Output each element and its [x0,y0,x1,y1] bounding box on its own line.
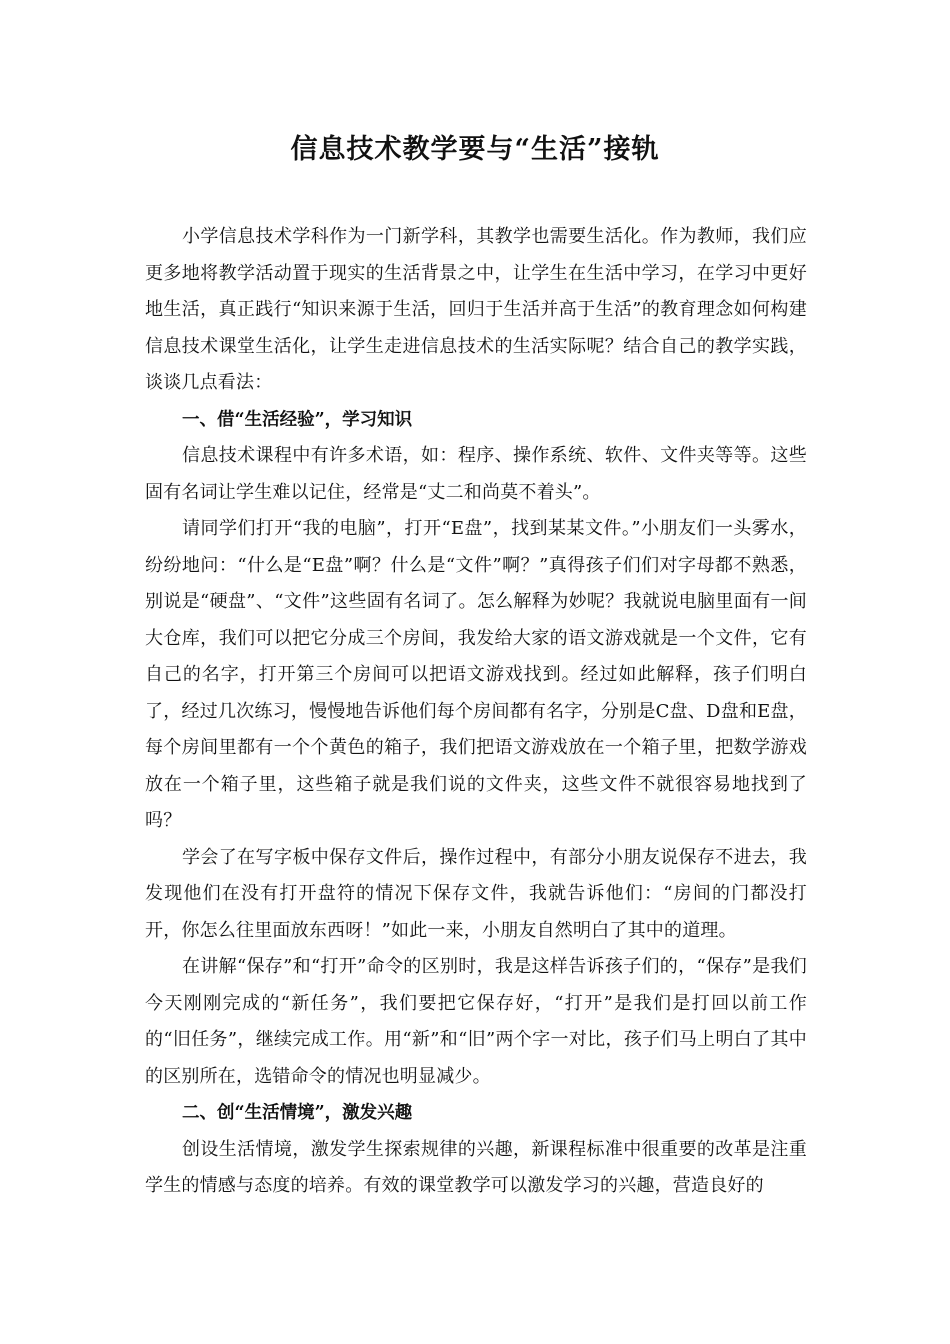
section-1-paragraph-2: 请同学们打开“我的电脑”，打开“E盘”，找到某某文件。”小朋友们一头雾水，纷纷地问：“什么是“E盘”啊？什么是“文件”啊？”真得孩子们们对字母都不熟悉，别说是“硬盘”、“文件”这些固有名词了。怎么解释为妙呢？我就说电脑里面有一间大仓库，我们可以把它分成三个房间，我发给大家的语文游戏就是一个文件，它有自己的名字，打开第三个房间可以把语文游戏找到。经过如此解释，孩子们明白了，经过几次练习，慢慢地告诉他们每个房间都有名字，分别是C盘、D盘和E盘，每个房间里都有一个个黄色的箱子，我们把语文游戏放在一个箱子里，把数学游戏放在一个箱子里，这些箱子就是我们说的文件夹，这些文件不就很容易地找到了吗？ [145,518,807,831]
section-1-heading: 一、借“生活经验”，学习知识 [182,409,413,430]
section-2-heading: 二、创“生活情境”，激发兴趣 [182,1103,413,1123]
document-body [145,219,807,1205]
section-1-paragraph-4: 在讲解“保存”和“打开”命令的区别时，我是这样告诉孩子们的，“保存”是我们今天刚刚完成的“新任务”，我们要把它保存好，“打开”是我们是打回以前工作的“旧任务”，继续完成工作。用“新”和“旧”两个字一对比，孩子们马上明白了其中的区别所在，选错命令的情况也明显减少。 [145,956,807,1087]
document-title: 信息技术教学要与“生活”接轨 [290,134,660,165]
section-1-paragraph-1: 信息技术课程中有许多术语，如：程序、操作系统、软件、文件夹等等。这些固有名词让学生难以记住，经常是“丈二和尚莫不着头”。 [145,445,807,503]
intro-paragraph: 小学信息技术学科作为一门新学科，其教学也需要生活化。作为教师，我们应更多地将教学活动置于现实的生活背景之中，让学生在生活中学习，在学习中更好地生活，真正践行“知识来源于生活，回归于生活并高于生活”的教育理念如何构建信息技术课堂生活化，让学生走进信息技术的生活实际呢？结合自己的教学实践，谈谈几点看法： [145,226,807,393]
section-1-paragraph-3: 学会了在写字板中保存文件后，操作过程中，有部分小朋友说保存不进去，我发现他们在没有打开盘符的情况下保存文件，我就告诉他们：“房间的门都没打开，你怎么往里面放东西呀！”如此一来，小朋友自然明白了其中的道理。 [145,846,807,941]
section-2-paragraph-1: 创设生活情境，激发学生探索规律的兴趣，新课程标准中很重要的改革是注重学生的情感与态度的培养。有效的课堂教学可以激发学习的兴趣，营造良好的 [145,1138,807,1196]
